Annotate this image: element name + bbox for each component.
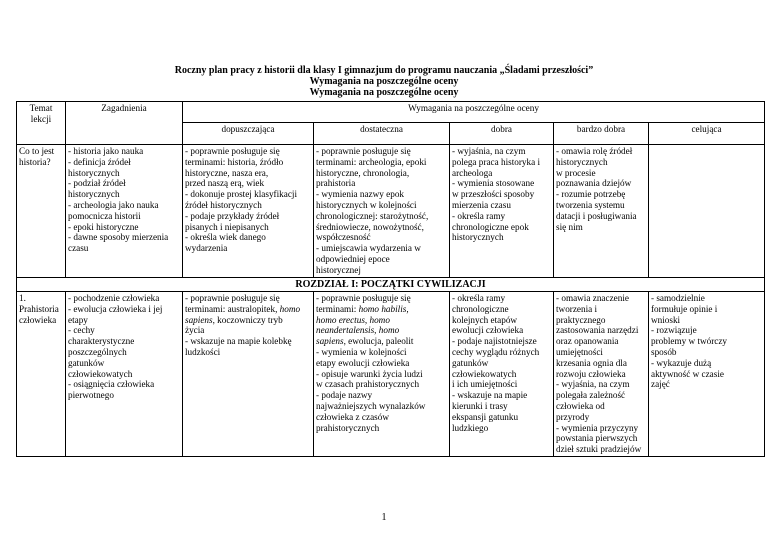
grade-header: dopuszczająca: [183, 123, 314, 145]
table-row: [17, 292, 765, 457]
cell-bardzo-dobra: - omawia rolę źródeł historycznych w procesie poznawania dziejów - rozumie potrzebę tworzenia systemu datacji i posługiwania się nim: [554, 145, 649, 278]
italic-terms: homo sapiens: [185, 303, 301, 325]
text-run: - poprawnie posługuje się terminami: australopitek,: [185, 293, 280, 314]
cell-dostateczna: - poprawnie posługuje się terminami: archeologia, epoki historyczne, chronologia, prahistoria - wymienia nazwy epok historycznych w kolejności chronologicznej: starożytność, średniowiecze, nowożytność, współczesność - umiejscawia wydarzenia w odpowiedniej epoce historycznej: [314, 145, 450, 278]
cell-dobra: - wyjaśnia, na czym polega praca historyka i archeologa - wymienia stosowane w przeszłości sposoby mierzenia czasu - określa ramy chronologiczne epok historycznych: [450, 145, 554, 278]
cell-zagadnienia: - pochodzenie człowieka - ewolucja człowieka i jej etapy - cechy charakterystyczne poszczególnych gatunków człowiekowatych - osiągnięcia człowieka pierwotnego: [66, 292, 183, 457]
text-run: , koczowniczy tryb życia - wskazuje na mapie kolebkę ludzkości: [185, 314, 292, 357]
cell-bardzo-dobra: - omawia znaczenie tworzenia i praktycznego zastosowania narzędzi oraz opanowania umiejętności krzesania ognia dla rozwoju człowieka - wyjaśnia, na czym polegała zależność człowieka od przyrody - wymienia przyczyny powstania pierwszych dzieł sztuki pradziejów: [554, 292, 649, 457]
section-row: [17, 278, 765, 292]
requirements-table: [16, 101, 765, 457]
cell-celujaca: [649, 145, 765, 278]
cell-celujaca: - samodzielnie formułuje opinie i wnioski - rozwiązuje problemy w twórczy sposób - wykazuje dużą aktywność w czasie zajęć: [649, 292, 765, 457]
cell-temat: 1. Prahistoria człowieka: [17, 292, 66, 457]
cell-dopuszczajaca: - poprawnie posługuje się terminami: historia, źródło historyczne, nasza era, przed naszą erą, wiek - dokonuje prostej klasyfikacji źródeł historycznych - podaje przykłady źródeł pisanych i niepisanych - określa wiek danego wydarzenia: [183, 145, 314, 278]
grade-header: bardzo dobra: [554, 123, 649, 145]
header-zagadnienia: Zagadnienia: [66, 102, 183, 145]
text-run: , ewolucja, paleolit - wymienia w kolejności etapy ewolucji człowieka - opisuje warunki życia ludzi w czasach prahistorycznych - podaje nazwy najważniejszych wynalazków człowieka z czasów prahistorycznych: [316, 336, 426, 433]
grade-header: celująca: [649, 123, 765, 145]
cell-temat: Co to jest historia?: [17, 145, 66, 278]
section-title: ROZDZIAŁ I: POCZĄTKI CYWILIZACJI: [17, 278, 765, 292]
grade-header: dostateczna: [314, 123, 450, 145]
header-wymagania: Wymagania na poszczególne oceny: [183, 102, 765, 123]
cell-zagadnienia: - historia jako nauka - definicja źródeł historycznych - podział źródeł historycznych - archeologia jako nauka pomocnicza historii - epoki historyczne - dawne sposoby mierzenia czasu: [66, 145, 183, 278]
cell-dostateczna: [314, 292, 450, 457]
header-row: [17, 102, 765, 123]
header-temat: Temat lekcji: [17, 102, 66, 145]
grade-header: dobra: [450, 123, 554, 145]
document-subtitle: Wymagania na poszczególne oceny: [309, 76, 459, 87]
table-row: [17, 145, 765, 278]
document-title: Roczny plan pracy z historii dla klasy I gimnazjum do programu nauczania „Śladami przeszłości”: [174, 65, 594, 76]
document-subtitle-2: Wymagania na poszczególne oceny: [309, 87, 459, 98]
cell-dopuszczajaca: [183, 292, 314, 457]
italic-terms: homo habilis, homo erectus, homo neandertalensis, homo sapiens: [316, 303, 409, 347]
text-run: - poprawnie posługuje się terminami:: [316, 293, 411, 314]
cell-dobra: - określa ramy chronologiczne kolejnych etapów ewolucji człowieka - podaje najistotniejsze cechy wyglądu różnych gatunków człowiekowatych i ich umiejętności - wskazuje na mapie kierunki i trasy ekspansji gatunku ludzkiego: [450, 292, 554, 457]
page-number: 1: [381, 512, 387, 523]
